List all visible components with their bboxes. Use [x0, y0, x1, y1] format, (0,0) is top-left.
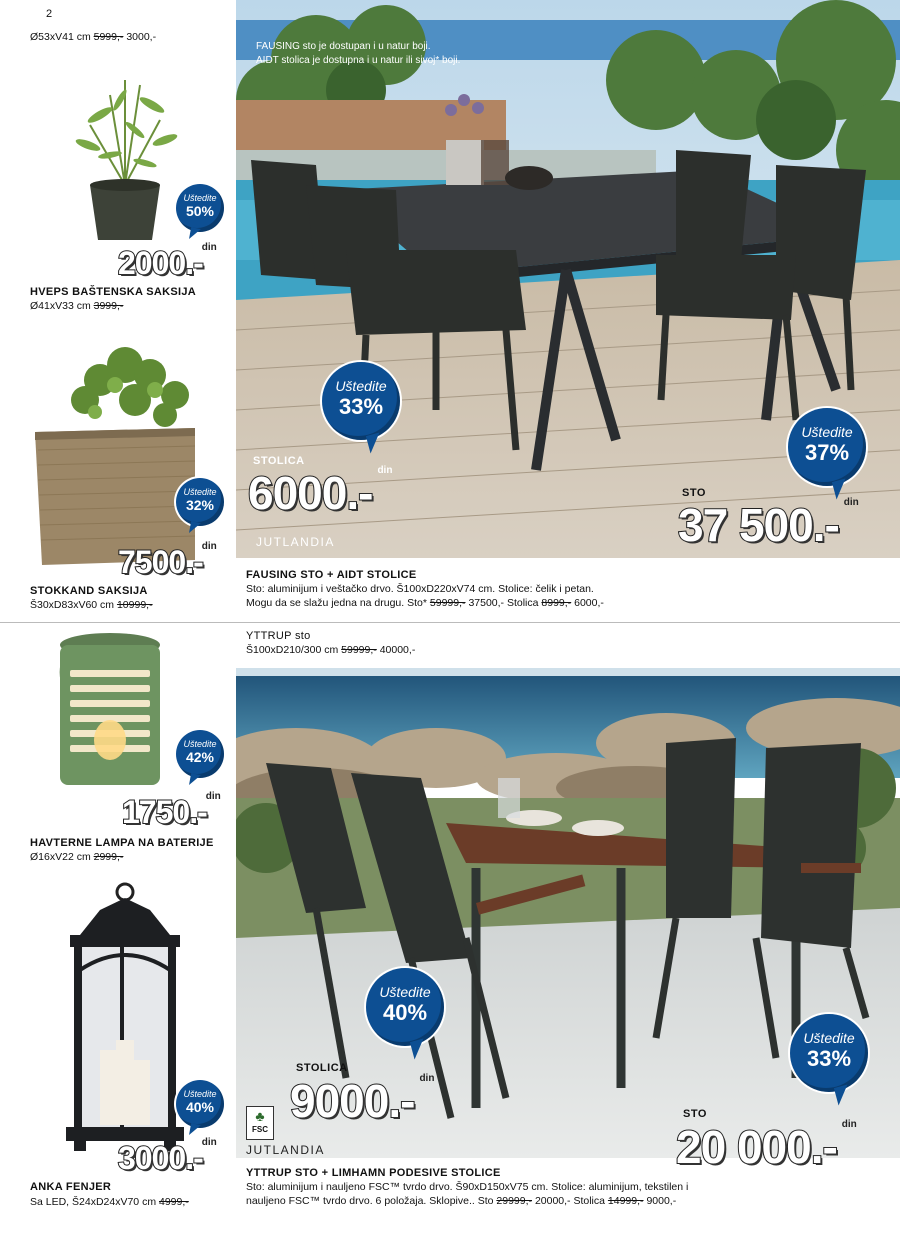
chair-price-top: 6000.- din	[248, 465, 393, 519]
brand-jutlandia-bottom: JUTLANDIA	[246, 1143, 325, 1157]
hveps-save-badge: Uštedite 50%	[176, 184, 224, 232]
havterne-save-badge: Uštedite 42%	[176, 730, 224, 778]
yttrup-head-title: YTTRUP sto	[246, 630, 311, 642]
table-save-badge-top: Uštedite 37%	[788, 408, 866, 486]
page-number: 2	[46, 8, 53, 20]
product-spec-top: Ø53xV41 cm 5999,- 3000,-	[30, 31, 157, 43]
havterne-title: HAVTERNE LAMPA NA BATERIJE	[30, 837, 214, 849]
section-divider-right	[236, 622, 900, 623]
anka-price: 3000.- din	[118, 1137, 217, 1176]
fsc-logo	[246, 1106, 274, 1140]
chair-label-bottom: STOLICA	[296, 1062, 348, 1074]
table-price-top: 37 500.- din	[678, 497, 859, 551]
stokkand-spec: Š30xD83xV60 cm 10999,-	[30, 599, 153, 611]
anka-spec: Sa LED, Š24xD24xV70 cm 4999,-	[30, 1196, 189, 1208]
chair-save-badge-top: Uštedite 33%	[322, 362, 400, 440]
hveps-price: 2000.- din	[118, 242, 217, 281]
table-label-bottom: STO	[683, 1108, 707, 1120]
yttrup-caption-line2: nauljeno FSC™ tvrdo drvo. 6 položaja. Sklopive.. Sto 29999,- 20000,- Stolica 14999,- 9000,-	[246, 1195, 677, 1207]
chair-label-top: STOLICA	[253, 455, 305, 467]
stokkand-title: STOKKAND SAKSIJA	[30, 585, 148, 597]
yttrup-caption-title: YTTRUP STO + LIMHAMN PODESIVE STOLICE	[246, 1167, 501, 1179]
stokkand-price: 7500.- din	[118, 541, 217, 580]
yttrup-head-spec: Š100xD210/300 cm 59999,- 40000,-	[246, 644, 416, 656]
fausing-caption-line2: Mogu da se slažu jedna na drugu. Sto* 59999,- 37500,- Stolica 8999,- 6000,-	[246, 597, 604, 609]
fausing-note	[256, 40, 460, 68]
chair-save-badge-bottom: Uštedite 40%	[366, 968, 444, 1046]
table-save-badge-bottom: Uštedite 33%	[790, 1014, 868, 1092]
havterne-lamp-image	[55, 630, 170, 790]
anka-save-badge: Uštedite 40%	[176, 1080, 224, 1128]
fausing-caption-line1: Sto: aluminijum i veštačko drvo. Š100xD220xV74 cm. Stolice: čelik i petan.	[246, 583, 594, 595]
brand-jutlandia-top: JUTLANDIA	[256, 535, 335, 549]
fausing-note-1: FAUSING sto je dostupan i u natur boji.	[256, 41, 431, 52]
table-price-bottom: 20 000.- din	[676, 1119, 857, 1173]
chair-price-bottom: 9000.- din	[290, 1073, 435, 1127]
stokkand-planter-image	[30, 340, 210, 570]
havterne-price: 1750.- din	[122, 791, 221, 830]
fausing-caption-title: FAUSING STO + AIDT STOLICE	[246, 569, 417, 581]
hveps-title: HVEPS BAŠTENSKA SAKSIJA	[30, 286, 197, 298]
fausing-note-2: AIDT stolica je dostupna i u natur ili sivoj* boji.	[256, 55, 461, 66]
anka-title: ANKA FENJER	[30, 1181, 112, 1193]
anka-lantern-image	[60, 880, 190, 1160]
table-label-top: STO	[682, 487, 706, 499]
section-divider	[0, 622, 236, 623]
hveps-spec: Ø41xV33 cm 3999,-	[30, 300, 124, 312]
havterne-spec: Ø16xV22 cm 2999,-	[30, 851, 124, 863]
stokkand-save-badge: Uštedite 32%	[176, 478, 224, 526]
yttrup-caption-line1: Sto: aluminijum i nauljeno FSC™ tvrdo drvo. Š90xD150xV75 cm. Stolice: aluminijum, tekstilen i	[246, 1181, 689, 1193]
tree-icon: ♣	[255, 1108, 265, 1124]
fsc-text: FSC	[252, 1125, 268, 1134]
hveps-pot-image	[70, 75, 180, 245]
